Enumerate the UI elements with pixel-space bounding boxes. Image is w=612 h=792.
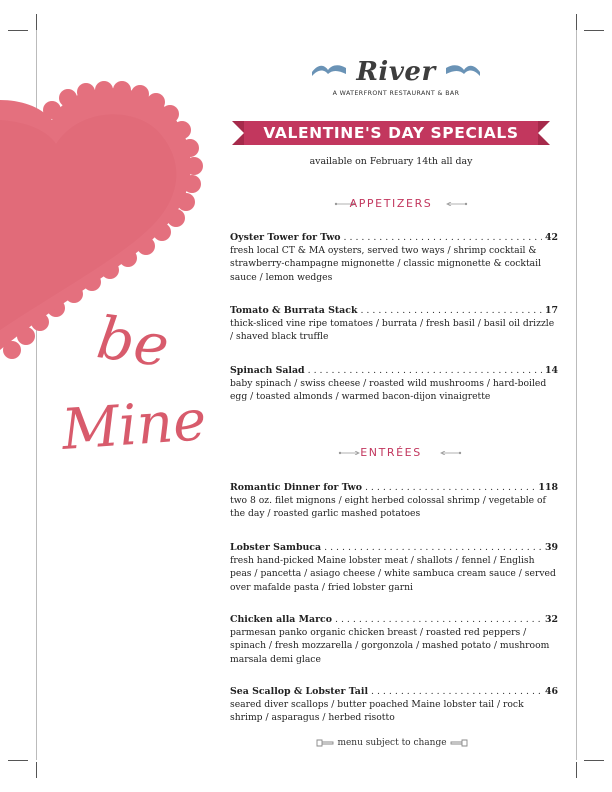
crop-mark	[8, 760, 28, 761]
be-text: be	[92, 303, 174, 381]
dot-leader	[335, 613, 542, 626]
menu-item	[230, 304, 558, 344]
crop-mark	[36, 14, 37, 30]
dot-leader	[308, 364, 542, 377]
trim-line	[576, 30, 577, 760]
item-description: thick-sliced vine ripe tomatoes / burrata / fresh basil / basil oil drizzle / shaved black truffle	[230, 318, 555, 343]
logo-wordmark: River	[356, 57, 436, 87]
dot-leader	[365, 481, 535, 494]
menu-item	[230, 541, 558, 594]
menu-item	[230, 231, 558, 284]
item-name: Lobster Sambuca	[230, 542, 322, 553]
crop-mark	[36, 762, 37, 778]
item-name: Tomato & Burrata Stack	[230, 305, 358, 316]
crop-mark	[576, 14, 577, 30]
item-name: Spinach Salad	[230, 365, 305, 376]
item-price: 14	[544, 365, 558, 376]
crop-mark	[8, 30, 28, 31]
item-name: Sea Scallop & Lobster Tail	[230, 686, 369, 697]
item-price: 17	[544, 305, 558, 316]
item-price: 118	[538, 482, 558, 493]
footer-note	[312, 736, 472, 750]
item-name: Romantic Dinner for Two	[230, 482, 362, 493]
menu-item	[230, 685, 558, 725]
right-pointing-hand-icon	[450, 739, 468, 747]
crop-mark	[576, 762, 577, 778]
item-description: fresh hand-picked Maine lobster meat / shallots / fennel / English peas / pancetta / asiago cheese / white sambuca cream sauce / served over mafalde pasta / fried lobster garni	[230, 555, 556, 593]
footer-text: menu subject to change	[337, 738, 447, 748]
item-price: 39	[544, 542, 558, 553]
item-price: 32	[544, 614, 558, 625]
menu-item	[230, 481, 558, 521]
entrees-title: ENTRÉES	[360, 446, 422, 459]
dot-leader	[344, 231, 542, 244]
menu-item	[230, 364, 558, 404]
mine-text: Mine	[59, 388, 209, 463]
right-arrow-icon	[446, 202, 468, 206]
entrees-heading	[232, 445, 550, 461]
item-name: Chicken alla Marco	[230, 614, 332, 625]
availability-note: available on February 14th all day	[309, 156, 473, 167]
menu-item	[230, 613, 558, 666]
heart-illustration	[0, 60, 215, 480]
crop-mark	[584, 760, 604, 761]
item-description: fresh local CT & MA oysters, served two ways / shrimp cocktail & strawberry-champagne mignonette / classic mignonette & cocktail sauce / lemon wedges	[230, 245, 542, 283]
banner-title: VALENTINE'S DAY SPECIALS	[263, 124, 519, 142]
item-description: parmesan panko organic chicken breast / roasted red peppers / spinach / fresh mozzarella / gorgonzola / mashed potato / mushroom marsala demi glace	[230, 627, 550, 665]
item-price: 42	[544, 232, 558, 243]
logo-tagline: A WATERFRONT RESTAURANT & BAR	[332, 90, 460, 97]
item-description: baby spinach / swiss cheese / roasted wild mushrooms / hard-boiled egg / toasted almonds / warmed bacon-dijon vinaigrette	[230, 378, 547, 403]
item-name: Oyster Tower for Two	[230, 232, 341, 243]
crop-mark	[584, 30, 604, 31]
dot-leader	[360, 304, 541, 317]
dot-leader	[371, 685, 542, 698]
appetizers-heading	[232, 196, 550, 212]
restaurant-logo	[312, 58, 480, 102]
item-description: two 8 oz. filet mignons / eight herbed colossal shrimp / vegetable of the day / roasted garlic mashed potatoes	[230, 495, 546, 520]
appetizers-title: APPETIZERS	[349, 197, 433, 210]
right-arrow-icon	[440, 451, 462, 455]
dot-leader	[324, 541, 542, 554]
item-price: 46	[544, 686, 558, 697]
item-description: seared diver scallops / butter poached Maine lobster tail / rock shrimp / asparagus / herbed risotto	[230, 699, 524, 724]
